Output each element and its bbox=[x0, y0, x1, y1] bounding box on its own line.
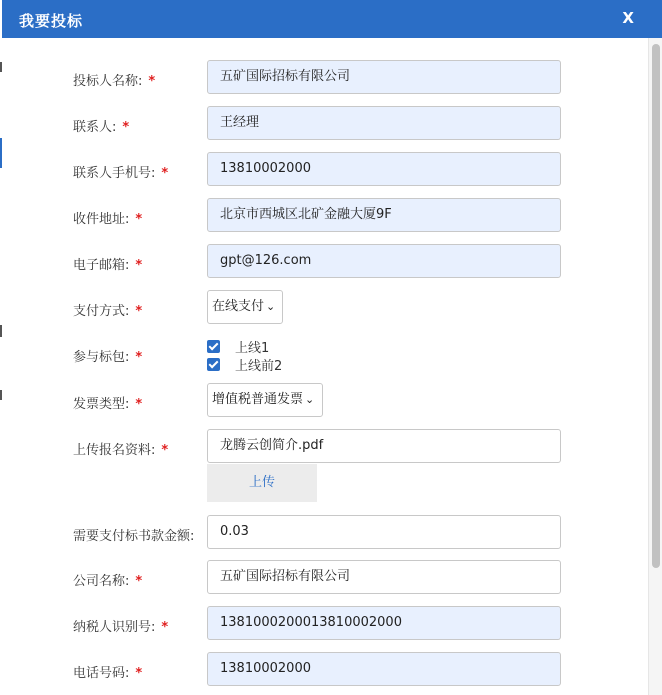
checkbox-checked[interactable] bbox=[207, 340, 220, 353]
invoice-type-select[interactable]: 增值税普通发票 ⌄ bbox=[207, 383, 323, 417]
tender-fee-label: 需要支付标书款金额: bbox=[73, 529, 195, 544]
bid-modal bbox=[2, 0, 662, 695]
payment-method-label: 支付方式: * bbox=[73, 304, 143, 319]
required-mark: * bbox=[161, 620, 169, 635]
lot-option[interactable] bbox=[207, 338, 269, 354]
company-name-label: 公司名称: * bbox=[73, 574, 143, 589]
registration-file-input[interactable]: 龙腾云创简介.pdf bbox=[207, 429, 561, 463]
required-mark: * bbox=[135, 258, 143, 273]
payment-method-select[interactable]: 在线支付 ⌄ bbox=[207, 290, 283, 324]
required-mark: * bbox=[122, 120, 130, 135]
mailing-address-label: 收件地址: * bbox=[73, 212, 143, 227]
lot-option[interactable] bbox=[207, 356, 282, 372]
taxpayer-id-input[interactable]: 1381000200013810002000 bbox=[207, 606, 561, 640]
taxpayer-id-label: 纳税人识别号: * bbox=[73, 620, 169, 635]
close-button[interactable]: X bbox=[622, 9, 634, 27]
required-mark: * bbox=[135, 212, 143, 227]
required-mark: * bbox=[161, 166, 169, 181]
mailing-address-input[interactable]: 北京市西城区北矿金融大厦9F bbox=[207, 198, 561, 232]
telephone-label: 电话号码: * bbox=[73, 666, 143, 681]
scrollbar[interactable] bbox=[648, 38, 662, 695]
telephone-input[interactable]: 13810002000 bbox=[207, 652, 561, 686]
contact-person-label: 联系人: * bbox=[73, 120, 130, 135]
upload-button[interactable]: 上传 bbox=[207, 464, 317, 502]
email-label: 电子邮箱: * bbox=[73, 258, 143, 273]
required-mark: * bbox=[148, 74, 156, 89]
scrollbar-thumb[interactable] bbox=[652, 44, 660, 568]
bidder-name-input[interactable]: 五矿国际招标有限公司 bbox=[207, 60, 561, 94]
required-mark: * bbox=[161, 443, 169, 458]
lot-option-label: 上线前2 bbox=[235, 358, 283, 374]
required-mark: * bbox=[135, 397, 143, 412]
tender-fee-input[interactable]: 0.03 bbox=[207, 515, 561, 549]
required-mark: * bbox=[135, 574, 143, 589]
chevron-down-icon: ⌄ bbox=[266, 300, 276, 313]
required-mark: * bbox=[135, 350, 143, 365]
company-name-input[interactable]: 五矿国际招标有限公司 bbox=[207, 560, 561, 594]
modal-body bbox=[2, 38, 648, 695]
required-mark: * bbox=[135, 304, 143, 319]
invoice-type-label: 发票类型: * bbox=[73, 397, 143, 412]
contact-phone-label: 联系人手机号: * bbox=[73, 166, 169, 181]
contact-person-input[interactable]: 王经理 bbox=[207, 106, 561, 140]
required-mark: * bbox=[135, 666, 143, 681]
lot-option-label: 上线1 bbox=[235, 340, 270, 356]
chevron-down-icon: ⌄ bbox=[305, 393, 315, 406]
registration-file-label: 上传报名资料: * bbox=[73, 443, 169, 458]
contact-phone-input[interactable]: 13810002000 bbox=[207, 152, 561, 186]
modal-header bbox=[2, 0, 662, 38]
lots-label: 参与标包: * bbox=[73, 350, 143, 365]
modal-title: 我要投标 bbox=[19, 12, 84, 30]
checkbox-checked[interactable] bbox=[207, 358, 220, 371]
email-input[interactable]: gpt@126.com bbox=[207, 244, 561, 278]
bidder-name-label: 投标人名称: * bbox=[73, 74, 156, 89]
